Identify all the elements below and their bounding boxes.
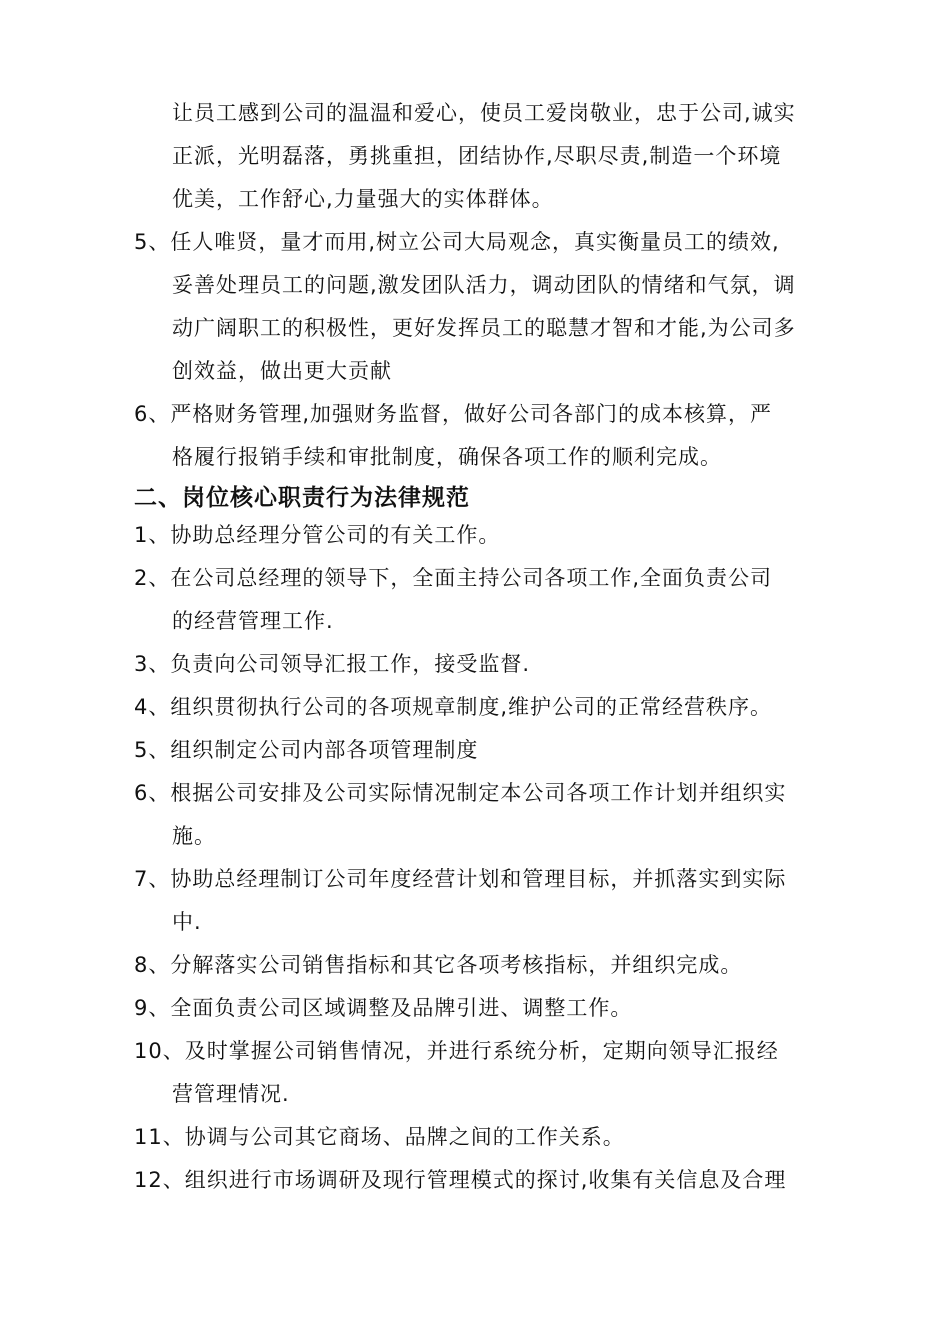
paragraph-line: 妥善处理员工的问题,激发团队活力，调动团队的情绪和气氛，调 bbox=[172, 273, 796, 297]
list-item bbox=[134, 772, 854, 858]
paragraph-line: 格履行报销手续和审批制度，确保各项工作的顺利完成。 bbox=[172, 445, 722, 469]
list-item-5 bbox=[134, 221, 854, 393]
list-item bbox=[134, 1116, 854, 1159]
list-item bbox=[134, 686, 854, 729]
continuation-paragraph bbox=[134, 92, 854, 221]
paragraph-line: 的经营管理工作. bbox=[172, 609, 334, 633]
paragraph-line: 施。 bbox=[172, 824, 216, 848]
section-heading: 二、岗位核心职责行为法律规范 bbox=[134, 485, 470, 511]
paragraph-line: 优美，工作舒心,力量强大的实体群体。 bbox=[172, 187, 554, 211]
paragraph-line: 6、严格财务管理,加强财务监督，做好公司各部门的成本核算，严 bbox=[134, 402, 773, 426]
paragraph-line: 7、协助总经理制订公司年度经营计划和管理目标，并抓落实到实际 bbox=[134, 867, 787, 891]
list-item bbox=[134, 1030, 854, 1116]
list-item bbox=[134, 944, 854, 987]
paragraph-line: 让员工感到公司的温温和爱心，使员工爱岗敬业，忠于公司,诚实 bbox=[172, 101, 796, 125]
list-item bbox=[134, 557, 854, 643]
paragraph-line: 11、协调与公司其它商场、品牌之间的工作关系。 bbox=[134, 1125, 625, 1149]
paragraph-line: 12、组织进行市场调研及现行管理模式的探讨,收集有关信息及合理 bbox=[134, 1168, 787, 1192]
paragraph-line: 中. bbox=[172, 910, 202, 934]
section-2-list bbox=[134, 514, 854, 1202]
paragraph-line: 5、组织制定公司内部各项管理制度 bbox=[134, 738, 479, 762]
list-item bbox=[134, 1159, 854, 1202]
paragraph-line: 创效益，做出更大贡献 bbox=[172, 359, 392, 383]
paragraph-line: 2、在公司总经理的领导下，全面主持公司各项工作,全面负责公司 bbox=[134, 566, 773, 590]
paragraph-line: 1、协助总经理分管公司的有关工作。 bbox=[134, 523, 501, 547]
list-item bbox=[134, 514, 854, 557]
list-item bbox=[134, 987, 854, 1030]
paragraph-line: 9、全面负责公司区域调整及品牌引进、调整工作。 bbox=[134, 996, 633, 1020]
paragraph-line: 6、根据公司安排及公司实际情况制定本公司各项工作计划并组织实 bbox=[134, 781, 787, 805]
list-item bbox=[134, 729, 854, 772]
paragraph-line: 营管理情况. bbox=[172, 1082, 290, 1106]
list-item bbox=[134, 858, 854, 944]
paragraph-line: 5、任人唯贤，量才而用,树立公司大局观念，真实衡量员工的绩效, bbox=[134, 230, 780, 254]
paragraph-line: 动广阔职工的积极性，更好发挥员工的聪慧才智和才能,为公司多 bbox=[172, 316, 796, 340]
paragraph-line: 3、负责向公司领导汇报工作，接受监督. bbox=[134, 652, 531, 676]
paragraph-line: 8、分解落实公司销售指标和其它各项考核指标，并组织完成。 bbox=[134, 953, 743, 977]
list-item bbox=[134, 643, 854, 686]
paragraph-line: 10、及时掌握公司销售情况，并进行系统分析，定期向领导汇报经 bbox=[134, 1039, 779, 1063]
list-item-6 bbox=[134, 393, 854, 479]
paragraph-line: 4、组织贯彻执行公司的各项规章制度,维护公司的正常经营秩序。 bbox=[134, 695, 773, 719]
paragraph-line: 正派，光明磊落，勇挑重担，团结协作,尽职尽责,制造一个环境 bbox=[172, 144, 782, 168]
